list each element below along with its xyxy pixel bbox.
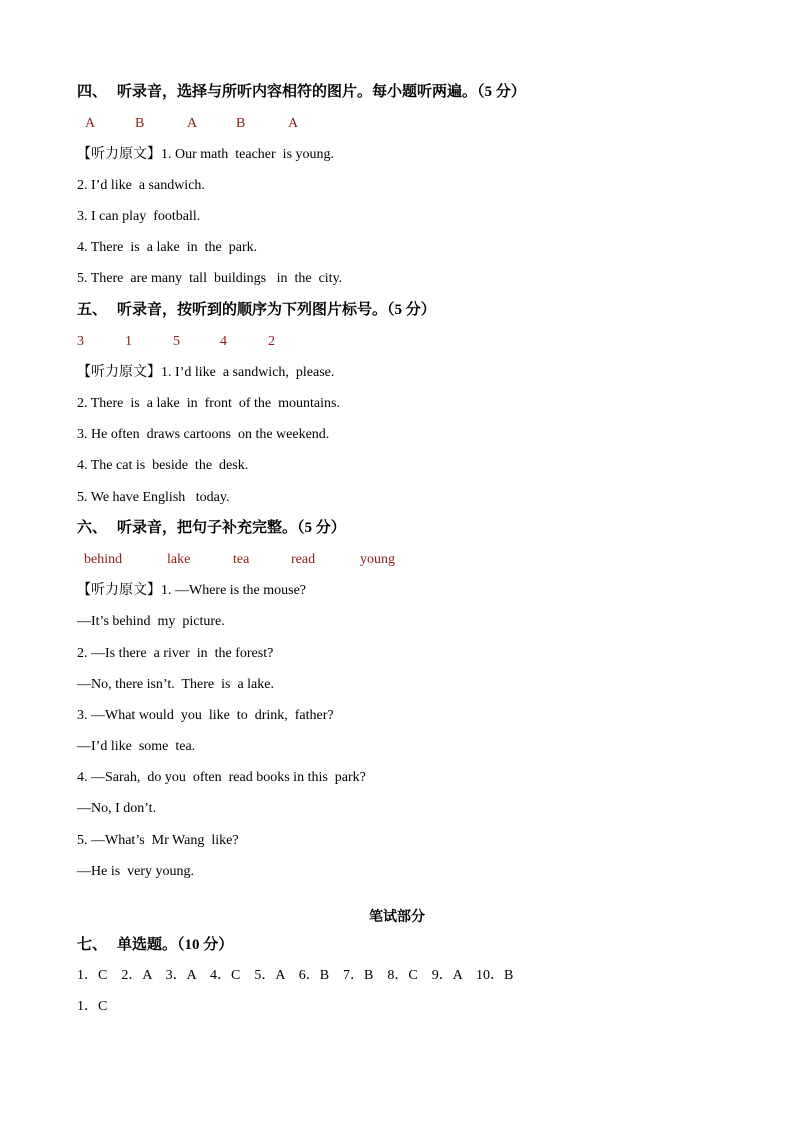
answer-item: B [135, 116, 145, 131]
transcript-line: 4. There is a lake in the park. [77, 240, 258, 255]
section-5-heading [77, 300, 436, 320]
section-6-number: 六、 [77, 520, 108, 536]
answer-item: read [291, 552, 316, 567]
section-7-answer-line: 1．C 2．A 3．A 4．C 5．A 6．B 7．B 8．C 9．A 10．B [77, 968, 514, 983]
transcript-line: 【听力原文】1. Our math teacher is young. [77, 147, 335, 162]
section-4-title: 听录音，选择与所听内容相符的图片。每小题听两遍。（5 分） [117, 84, 526, 100]
section-7-title: 单选题。（10 分） [117, 937, 234, 953]
answer-item: lake [167, 552, 191, 567]
written-part-title: 笔试部分 [369, 910, 425, 925]
section-5-number: 五、 [77, 302, 108, 318]
transcript-line: 【听力原文】1. I’d like a sandwich, please. [77, 365, 335, 380]
answer-item: 2 [268, 334, 275, 349]
transcript-line: —He is very young. [77, 864, 195, 879]
transcript-line: 3. He often draws cartoons on the weekend. [77, 427, 330, 442]
answer-item: 5 [173, 334, 180, 349]
answer-item: behind [84, 552, 123, 567]
section-4-number: 四、 [77, 84, 108, 100]
section-4-heading [77, 82, 526, 102]
answer-item: 1 [125, 334, 132, 349]
transcript-line: 【听力原文】1. —Where is the mouse? [77, 583, 307, 598]
transcript-line: —I’d like some tea. [77, 739, 196, 754]
answer-item: tea [233, 552, 250, 567]
answer-item: A [85, 116, 96, 131]
transcript-line: 3. I can play football. [77, 209, 201, 224]
transcript-line: 2. There is a lake in front of the mountains. [77, 396, 340, 411]
section-7-heading [77, 935, 233, 955]
transcript-label: 【听力原文】 [77, 583, 161, 598]
transcript-line: 4. The cat is beside the desk. [77, 458, 249, 473]
transcript-line: 3. —What would you like to drink, father? [77, 708, 334, 723]
transcript-line: —It’s behind my picture. [77, 614, 225, 629]
section-5-title: 听录音，按听到的顺序为下列图片标号。（5 分） [117, 302, 436, 318]
answer-item: 4 [220, 334, 227, 349]
section-6-title: 听录音，把句子补充完整。（5 分） [117, 520, 346, 536]
transcript-line: —No, I don’t. [77, 801, 157, 816]
transcript-line: 2. I’d like a sandwich. [77, 178, 205, 193]
section-7-item-line: 1．C [77, 999, 108, 1014]
answer-item: young [360, 552, 395, 567]
answer-item: 3 [77, 334, 84, 349]
answer-item: B [236, 116, 246, 131]
transcript-line: 5. —What’s Mr Wang like? [77, 833, 239, 848]
transcript-line: 4. —Sarah, do you often read books in this park? [77, 770, 366, 785]
transcript-line: 2. —Is there a river in the forest? [77, 646, 274, 661]
transcript-line: 5. We have English today. [77, 490, 230, 505]
section-6-heading [77, 518, 346, 538]
section-7-number: 七、 [77, 937, 108, 953]
transcript-line: —No, there isn’t. There is a lake. [77, 677, 274, 692]
transcript-line: 5. There are many tall buildings in the city. [77, 271, 343, 286]
transcript-label: 【听力原文】 [77, 147, 161, 162]
answer-item: A [187, 116, 198, 131]
answer-item: A [288, 116, 299, 131]
transcript-label: 【听力原文】 [77, 365, 161, 380]
